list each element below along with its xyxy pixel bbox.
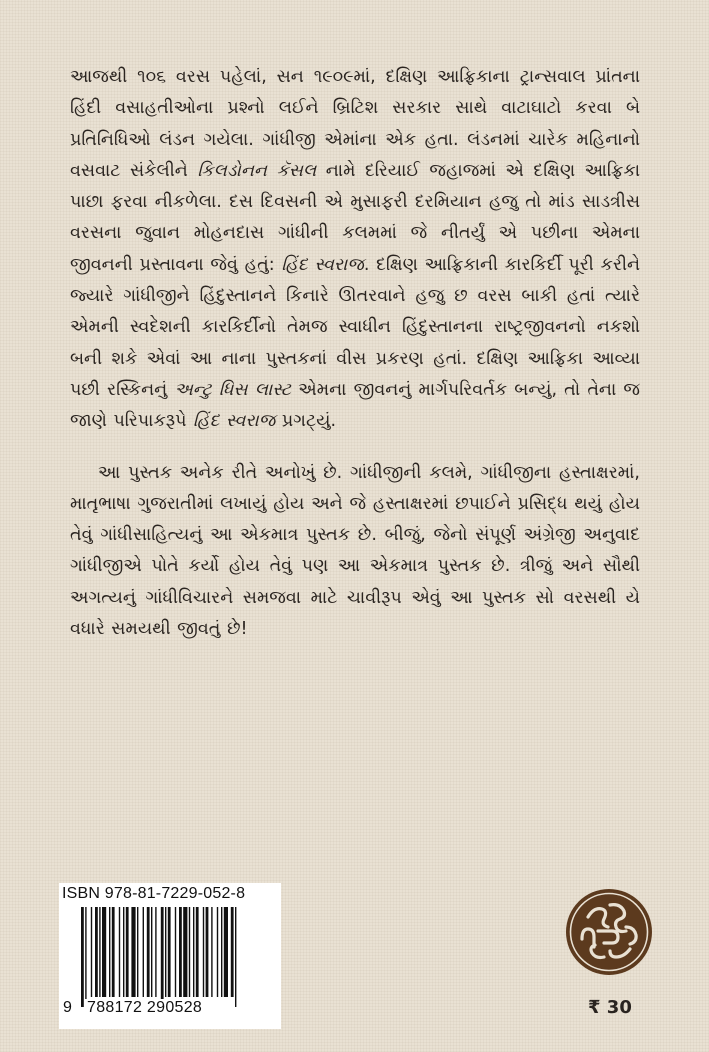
price-label: ₹ 30	[588, 997, 632, 1018]
paragraph-1-part-5: પ્રગટ્યું.	[275, 411, 337, 432]
paragraph-1-part-1: આજથી ૧૦૬ વરસ પહેલાં, સન ૧૯૦૯માં, દક્ષિણ આફ્રિકાના ટ્રાન્સવાલ પ્રાંતના હિંદી વસાહતીઓના પ્રશ્નો લઈને બ્રિટિશ સરકાર સાથે વાટાઘાટો કરવા બે પ્રતિનિધિઓ લંડન ગયેલા. ગાંધીજી એમાંના એક હતા. લંડનમાં ચારેક મહિનાનો વસવાટ સંકેલીને	[70, 67, 640, 181]
paragraph-1	[70, 62, 640, 438]
paragraph-2: આ પુસ્તક અનેક રીતે અનોખું છે. ગાંધીજીની કલમે, ગાંધીજીના હસ્તાક્ષરમાં, માતૃભાષા ગુજરાતીમાં લખાયું હોય અને જે હસ્તાક્ષરમાં છપાઈને પ્રસિદ્ધ થયું હોય તેવું ગાંધીસાહિત્યનું આ એકમાત્ર પુસ્તક છે. બીજું, જેનો સંપૂર્ણ અંગ્રેજી અનુવાદ ગાંધીજીએ પોતે કર્યો હોય તેવું પણ આ એકમાત્ર પુસ્તક છે. ત્રીજું અને સૌથી અગત્યનું ગાંધીવિચારને સમજવા માટે ચાવીરૂપ એવું આ પુસ્તક સો વરસથી યે વધારે સમયથી જીવતું છે!	[70, 462, 640, 640]
paragraph-1-part-4: એમના જીવનનું માર્ગપરિવર્તક બન્યું, તો તેના જ જાણે પરિપાકરૂપે	[70, 379, 640, 432]
paragraph-1-part-2: નામે દરિયાઈ જહાજમાં એ દક્ષિણ આફ્રિકા પાછા ફરવા નીકળેલા. દસ દિવસની એ મુસાફરી દરમિયાન હજુ તો માંડ સાડત્રીસ વરસના જુવાન મોહનદાસ ગાંધીની કલમમાં જે નીતર્યું એ પછીના એમના જીવનની પ્રસ્તાવના જેવું હતું:	[70, 160, 640, 275]
isbn-barcode	[59, 883, 281, 1029]
publisher-logo	[564, 887, 654, 977]
ship-name: કિલડોનન કૅસલ	[197, 160, 317, 181]
barcode-bars	[81, 907, 275, 1007]
barcode-number: 788172 290528	[87, 999, 203, 1016]
book-title-unto-this-last: અન્ટુ ધિસ લાસ્ટ	[174, 379, 292, 400]
paragraph-1-part-3: . દક્ષિણ આફ્રિકાની કારકિર્દી પૂરી કરીને જ્યારે ગાંધીજીને હિંદુસ્તાનને કિનારે ઊતરવાને હજુ છ વરસ બાકી હતાં ત્યારે એમની સ્વદેશની કારકિર્દીનો તેમજ સ્વાધીન હિંદુસ્તાનના રાષ્ટ્રજીવનનો નકશો બની શકે એવાં આ નાના પુસ્તકનાં વીસ પ્રકરણ હતાં. દક્ષિણ આફ્રિકા આવ્યા પછી રસ્કિનનું	[70, 254, 640, 400]
navajivan-logo-icon	[564, 887, 654, 977]
book-title-hind-swaraj: હિંદ સ્વરાજ	[281, 254, 364, 275]
book-title-hind-swaraj-2: હિંદ સ્વરાજ	[193, 411, 276, 432]
barcode-first-digit: 9	[63, 999, 72, 1016]
blurb-text	[70, 62, 640, 645]
isbn-label: ISBN 978-81-7229-052-8	[62, 885, 246, 902]
